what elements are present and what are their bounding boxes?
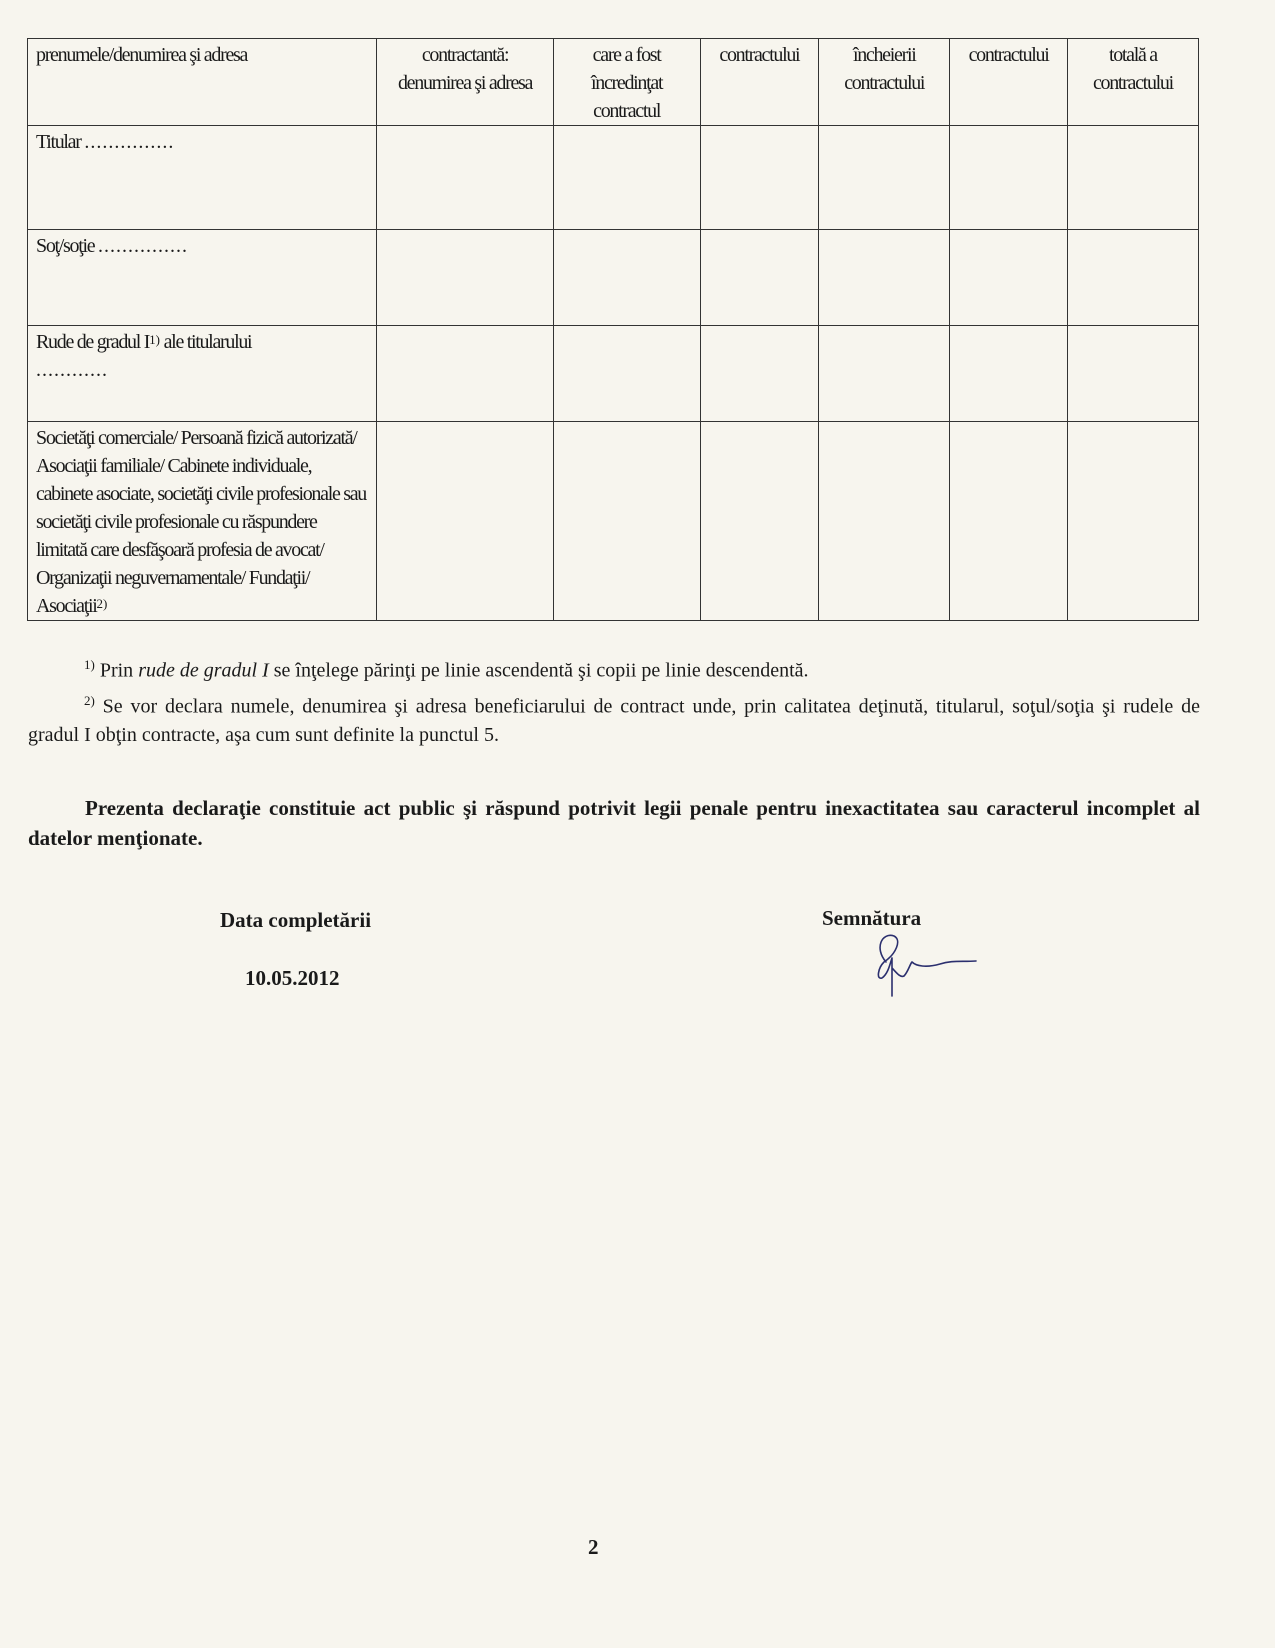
footnotes (28, 650, 1200, 750)
row-label-cell (28, 326, 377, 422)
empty-cell (1067, 230, 1198, 326)
declaration-statement: Prezenta declaraţie constituie act public şi răspund potrivit legii penale pentru inexactitatea sau caracterul incomplet al datelor menţionate. (28, 796, 1200, 850)
header-cell: contractului (700, 39, 819, 126)
empty-cell (700, 422, 819, 621)
empty-cell (377, 326, 553, 422)
empty-cell (700, 126, 819, 230)
row-dots: ............ (36, 359, 108, 381)
table-header-row (28, 39, 1199, 126)
empty-cell (819, 326, 950, 422)
footnote-1-marker: 1) (84, 657, 95, 672)
empty-cell (950, 422, 1068, 621)
empty-cell (950, 230, 1068, 326)
row-label-suffix: ale titularului (159, 331, 252, 353)
footnote-1-prefix: Prin (94, 659, 139, 682)
empty-cell (553, 230, 700, 326)
header-cell: încheierii contractului (819, 39, 950, 126)
footnote-1-term: rude de gradul I (138, 659, 269, 682)
date-label: Data completării (220, 908, 372, 932)
empty-cell (700, 326, 819, 422)
footnote-2-text: Se vor declara numele, denumirea şi adresa beneficiarului de contract unde, prin calitatea deţinută, titularul, soţul/soţia şi rudele de gradul I obţin contracte, aşa cum sunt definite la punctul 5. (28, 695, 1200, 747)
table-row-sot (28, 230, 1199, 326)
row-dots: ............... (98, 235, 189, 257)
empty-cell (553, 422, 700, 621)
footnote-1-text: se înţelege părinţi pe linie ascendentă şi copii pe linie descendentă. (268, 659, 809, 682)
empty-cell (377, 422, 553, 621)
header-cell: care a fost încredinţat contractul (553, 39, 700, 126)
empty-cell (377, 230, 553, 326)
row-label: Titular (36, 131, 81, 153)
signature-label: Semnătura (822, 906, 922, 930)
empty-cell (553, 326, 700, 422)
row-label-cell (28, 230, 377, 326)
handwritten-signature (868, 928, 988, 1008)
header-cell: prenumele/denumirea şi adresa (28, 39, 377, 126)
empty-cell (950, 326, 1068, 422)
row-label: Societăţi comerciale/ Persoană fizică autorizată/ Asociaţii familiale/ Cabinete individuale, cabinete asociate, societăţi civile profesionale sau societăţi civile profesionale cu răspundere limitată care desfăşoară profesia de avocat/ Organizaţii neguvernamentale/ Fundaţii/ Asociaţii (36, 427, 366, 617)
empty-cell (1067, 422, 1198, 621)
page-number: 2 (588, 1535, 599, 1559)
table-row-titular (28, 126, 1199, 230)
empty-cell (819, 230, 950, 326)
empty-cell (819, 126, 950, 230)
footnote-1 (28, 650, 1200, 686)
empty-cell (1067, 326, 1198, 422)
empty-cell (950, 126, 1068, 230)
empty-cell (1067, 126, 1198, 230)
row-label: Soţ/soţie (36, 235, 95, 257)
header-cell: totală a contractului (1067, 39, 1198, 126)
table-row-rude (28, 326, 1199, 422)
header-cell: contractantă: denumirea şi adresa (377, 39, 553, 126)
header-cell: contractului (950, 39, 1068, 126)
row-label-cell (28, 126, 377, 230)
row-dots: ............... (84, 131, 175, 153)
row-label-cell (28, 422, 377, 621)
footnote-marker: 1) (149, 332, 160, 347)
table-row-societati (28, 422, 1199, 621)
contracts-table (27, 38, 1199, 621)
row-label: Rude de gradul I (36, 331, 150, 353)
footnote-2-marker: 2) (84, 692, 95, 708)
empty-cell (819, 422, 950, 621)
footnote-marker: 2) (96, 596, 108, 611)
date-value: 10.05.2012 (245, 966, 340, 990)
footnote-2 (28, 686, 1200, 751)
empty-cell (553, 126, 700, 230)
empty-cell (700, 230, 819, 326)
empty-cell (377, 126, 553, 230)
signature-stroke (878, 935, 976, 996)
